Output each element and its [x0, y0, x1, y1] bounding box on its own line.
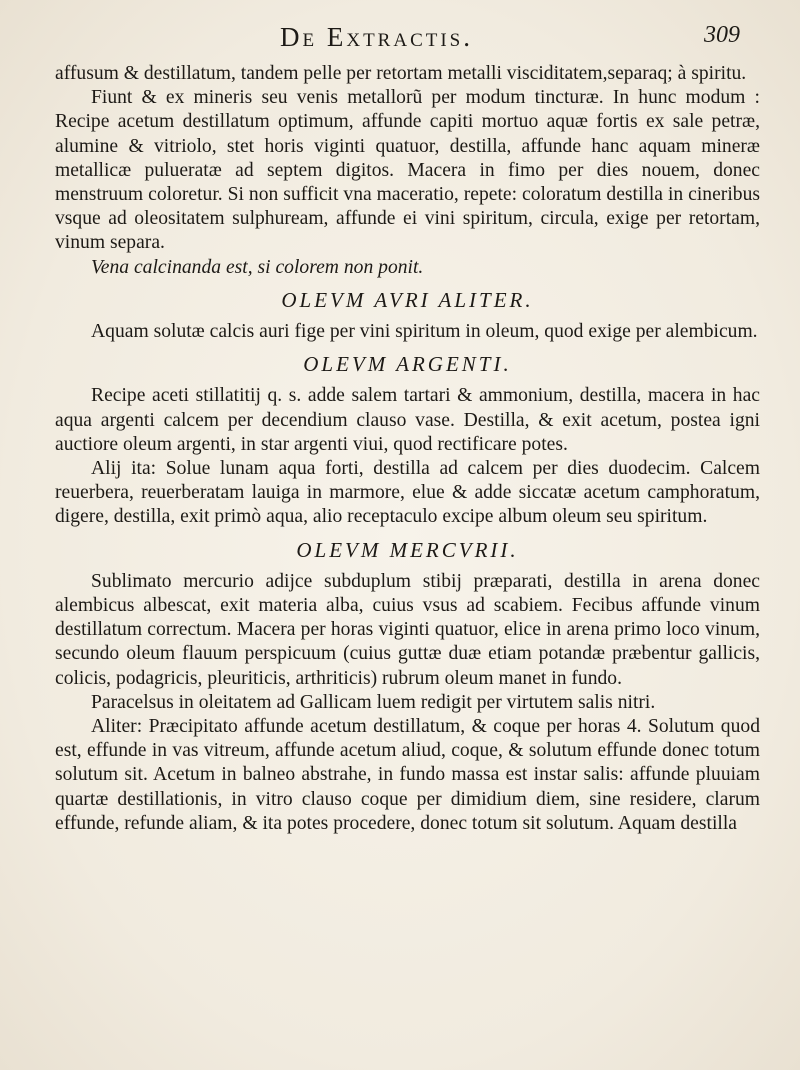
body-text — [55, 62, 760, 836]
paragraph-tincture-method: Fiunt & ex mineris seu venis metallorũ per modum tincturæ. In hunc modum : Recipe acetum destillatum optimum, affunde capiti mortuo aquæ fortis ex sale petræ, alumine & vitriolo, stet horis viginti quatuor, destilla, affunde hanc aquam mineræ metallicæ pulueratæ ad septem digitos. Macera in fimo per dies nouem, donec menstruum coloretur. Si non sufficit vna maceratio, repete: coloratum destilla in cineribus vsque ad oleositatem sulphuream, affunde ei vini spiritum, circula, exige per retortam, vinum separa. — [55, 87, 760, 254]
paragraph-alij-ita: Alij ita: Solue lunam aqua forti, destilla ad calcem per dies duodecim. Calcem reuerbera, reuerberatam lauiga in marmore, elue & adde siccatæ acetum camphoratum, digere, destilla, exit primò aqua, alio receptaculo excipe album oleum seu spiritum. — [55, 458, 760, 528]
paragraph-continuation: affusum & destillatum, tandem pelle per retortam metalli visciditatem,separaq; à spiritu. — [55, 63, 747, 84]
heading-oleum-mercurii: OLEVM MERCVRII. — [296, 537, 519, 562]
paragraph-calcination-note: Vena calcinanda est, si colorem non ponit. — [91, 256, 424, 278]
paragraph-oleum-auri: Aquam solutæ calcis auri fige per vini spiritum in oleum, quod exige per alembicum. — [91, 321, 758, 343]
heading-oleum-auri: OLEVM AVRI ALITER. — [281, 287, 534, 312]
paragraph-oleum-mercurii: Sublimato mercurio adijce subduplum stibij præparati, destilla in arena donec alembicus albescat, exit materia alba, cuius vsus ad scabiem. Fecibus affunde vinum destillatum correctum. Macera per horas viginti quatuor, elice in arena primo loco vinum, secundo oleum flauum perspicuum (cuius guttæ duæ etiam potandæ præbentur gallicis, colicis, podagricis, pleuriticis, arthriticis) rubrum oleum manet in fundo. — [55, 570, 760, 689]
paragraph-aliter: Aliter: Præcipitato affunde acetum destillatum, & coque per horas 4. Solutum quod est, effunde in vas vitreum, affunde acetum aliud, coque, & solutum effunde donec totum solutum sit. Acetum in balneo abstrahe, in fundo massa est instar salis: affunde pluuiam quartæ destillationis, in vitro clauso coque per dimidium diem, sine residere, clarum effunde, refunde aliam, & ita potes procedere, donec totum sit solutum. Aquam destilla — [55, 716, 760, 834]
page-number: 309 — [704, 22, 740, 48]
running-head-title: De Extractis. — [280, 22, 473, 52]
running-head — [0, 14, 800, 54]
paragraph-paracelsus: Paracelsus in oleitatem ad Gallicam luem redigit per virtutem salis nitri. — [91, 691, 656, 713]
paragraph-oleum-argenti: Recipe aceti stillatitij q. s. adde salem tartari & ammonium, destilla, macera in hac aqua argenti calcem per decendium clauso vase. Destilla, & exit acetum, postea igni auctiore oleum argenti, in star argenti viui, quod rectificare potes. — [55, 385, 760, 455]
heading-oleum-argenti: OLEVM ARGENTI. — [303, 352, 512, 377]
